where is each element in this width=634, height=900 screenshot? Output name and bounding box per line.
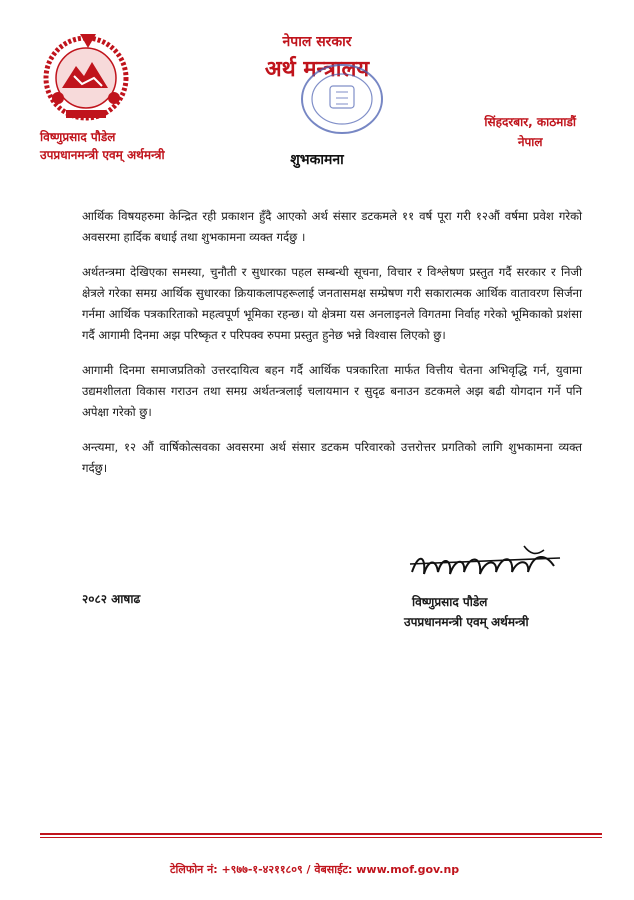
paragraph-1: आर्थिक विषयहरुमा केन्द्रित रही प्रकाशन हुँदै आएको अर्थ संसार डटकमले ११ वर्ष पूरा गरी १२औं वर्षमा प्रवेश गरेको अवसरमा हार्दिक बधाई तथा शुभकामना व्यक्त गर्दछु ।	[82, 209, 583, 244]
handwritten-signature-icon	[404, 536, 564, 588]
footer-divider-thin	[40, 837, 602, 838]
office-address: सिंहदरबार, काठमाडौं	[484, 115, 576, 129]
footer-divider	[40, 833, 602, 835]
footer-contact: टेलिफोन नं: +९७७-१-४२११८०९ / वेबसाईट: www.mof.gov.np	[170, 863, 460, 876]
right-header	[484, 112, 576, 152]
paragraph-3: आगामी दिनमा समाजप्रतिको उत्तरदायित्व बहन गर्दै आर्थिक पत्रकारिता मार्फत वित्तीय चेतना अभिवृद्धि गर्न, युवामा उद्यमशीलता विकास गराउन तथा समग्र अर्थतन्त्रलाई चलायमान र सुदृढ बनाउन डटकमले अझ बढी योगदान गर्ने पनि अपेक्षा गरेको छु।	[82, 363, 582, 419]
minister-title-header: उपप्रधानमन्त्री एवम् अर्थमन्त्री	[40, 148, 165, 162]
ministry-stamp-icon	[296, 58, 388, 140]
paragraph-2: अर्थतन्त्रमा देखिएका समस्या, चुनौती र सुधारका पहल सम्बन्धी सूचना, विचार र विश्लेषण प्रस्तुत गर्दै सरकार र निजी क्षेत्रले गरेका समग्र आर्थिक सुधारका क्रियाकलापहरूलाई जनतासमक्ष सम्प्रेषण गरी सकारात्मक आर्थिक वातावरण सिर्जना गर्नमा आर्थिक पत्रकारिताको महत्वपूर्ण भूमिका रहन्छ। यो क्षेत्रमा यस अनलाइनले विगतमा निर्वाह गरेको भूमिकाको प्रशंसा गर्दै आगामी दिनमा अझ परिष्कृत र परिपक्व रुपमा प्रस्तुत हुनेछ भन्ने विश्वास लिएको छु।	[82, 265, 582, 342]
minister-name-header: विष्णुप्रसाद पौडेल	[40, 130, 116, 144]
signatory-title: उपप्रधानमन्त्री एवम् अर्थमन्त्री	[404, 615, 529, 629]
letter-subject: शुभकामना	[290, 152, 344, 168]
government-name: नेपाल सरकार	[282, 34, 352, 50]
letter-body	[82, 206, 582, 493]
signatory-name: विष्णुप्रसाद पौडेल	[412, 595, 488, 609]
signatory-block	[404, 592, 529, 632]
office-country: नेपाल	[517, 135, 543, 149]
letter-date: २०८२ आषाढ	[82, 592, 141, 606]
paragraph-4: अन्त्यमा, १२ औं वार्षिकोत्सवका अवसरमा अर्थ संसार डटकम परिवारको उत्तरोत्तर प्रगतिको लागि शुभकामना व्यक्त गर्दछु।	[82, 440, 582, 475]
ministry-name: अर्थ मन्त्रालय	[264, 57, 370, 82]
